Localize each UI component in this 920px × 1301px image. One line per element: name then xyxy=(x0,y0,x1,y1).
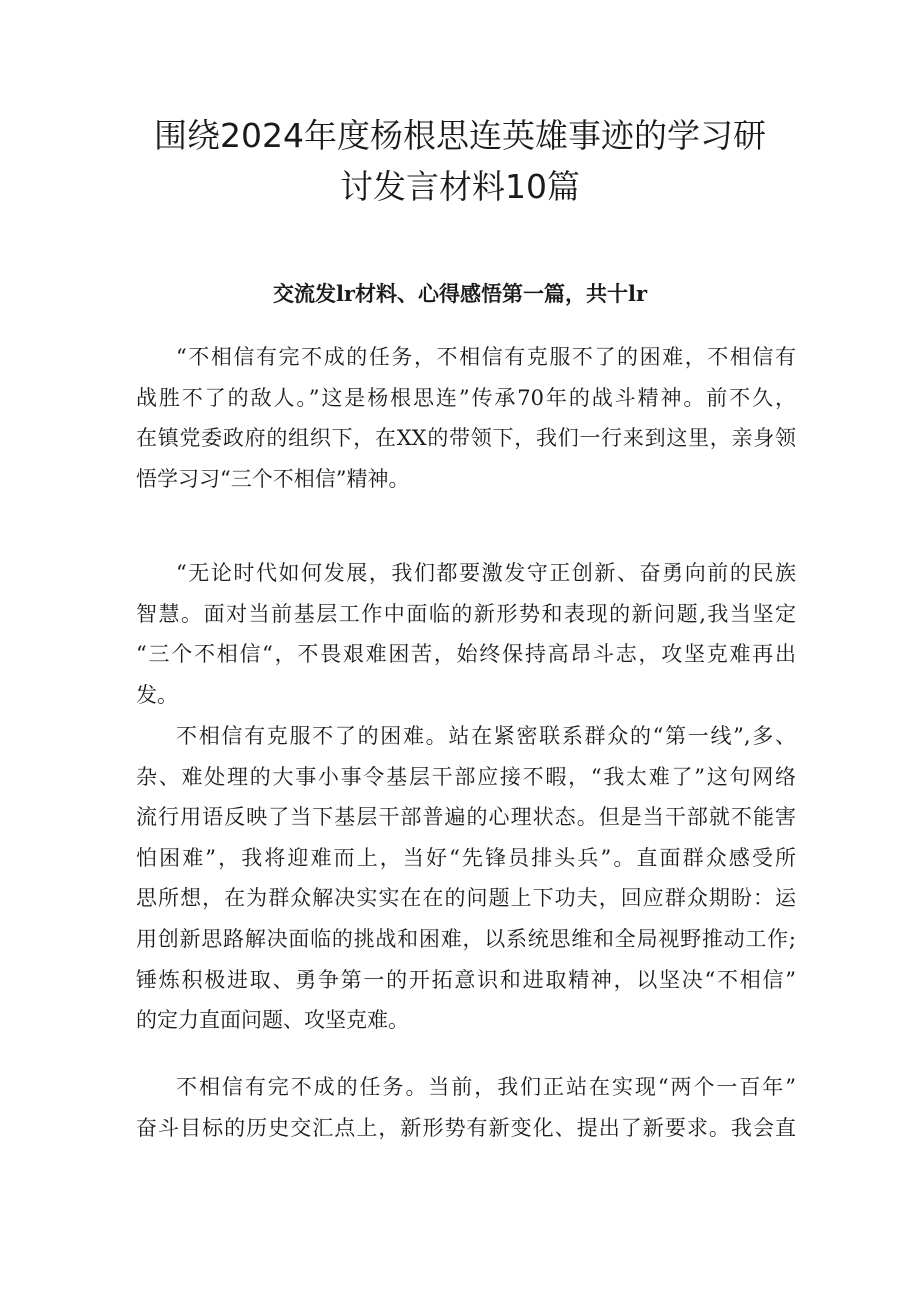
paragraph-line: 不相信有克服不了的困难。站在紧密联系群众的“第一线”,多、 xyxy=(176,724,796,748)
paragraph-4 xyxy=(136,1067,796,1148)
paragraph-2 xyxy=(136,553,796,715)
paragraph-line: 奋斗目标的历史交汇点上，新形势有新变化、提出了新要求。我会直 xyxy=(136,1115,796,1140)
paragraph-line: 锤炼积极进取、勇争第一的开拓意识和进取精神，以坚决“不相信” xyxy=(136,967,796,992)
paragraph-line: 用创新思路解决面临的挑战和困难，以系统思维和全局视野推动工作; xyxy=(136,926,796,951)
paragraph-line: 悟学习习“三个不相信”精神。 xyxy=(136,466,410,491)
paragraph-line: 智慧。面对当前基层工作中面临的新形势和表现的新问题,我当坚定 xyxy=(136,601,796,626)
section-heading: 交流发lr材料、心得感悟第一篇，共十lr xyxy=(272,281,648,306)
document-title-line-2: 讨发言材料10篇 xyxy=(340,167,580,206)
paragraph-line: “三个不相信“，不畏艰难困苦，始终保持高昂斗志，攻坚克难再出 xyxy=(136,642,796,667)
paragraph-1 xyxy=(136,337,796,499)
paragraph-line: “无论时代如何发展，我们都要激发守正创新、奋勇向前的民族 xyxy=(176,561,796,585)
paragraph-line: 在镇党委政府的组织下，在XX的带领下，我们一行来到这里，亲身领 xyxy=(136,426,796,451)
paragraph-3 xyxy=(136,716,796,1041)
paragraph-line: 的定力直面问题、攻坚克难。 xyxy=(136,1008,409,1033)
paragraph-line: 杂、难处理的大事小事令基层干部应接不暇，“我太难了”这句网络 xyxy=(136,764,796,789)
paragraph-line: 不相信有完不成的任务。当前，我们正站在实现“两个一百年” xyxy=(176,1075,796,1099)
paragraph-line: 流行用语反映了当下基层干部普遍的心理状态。但是当干部就不能害 xyxy=(136,805,796,830)
paragraph-line: 怕困难”，我将迎难而上，当好“先锋员排头兵”。直面群众感受所 xyxy=(136,845,796,870)
document-title-line-1: 围绕2024年度杨根思连英雄事迹的学习研 xyxy=(154,116,766,155)
paragraph-line: 思所想，在为群众解决实实在在的问题上下功夫，回应群众期盼：运 xyxy=(136,886,796,911)
paragraph-line: 发。 xyxy=(136,682,178,707)
paragraph-line: 战胜不了的敌人。”这是杨根思连”传承70年的战斗精神。前不久， xyxy=(136,385,796,410)
paragraph-line: “不相信有完不成的任务，不相信有克服不了的困难，不相信有 xyxy=(176,345,796,369)
